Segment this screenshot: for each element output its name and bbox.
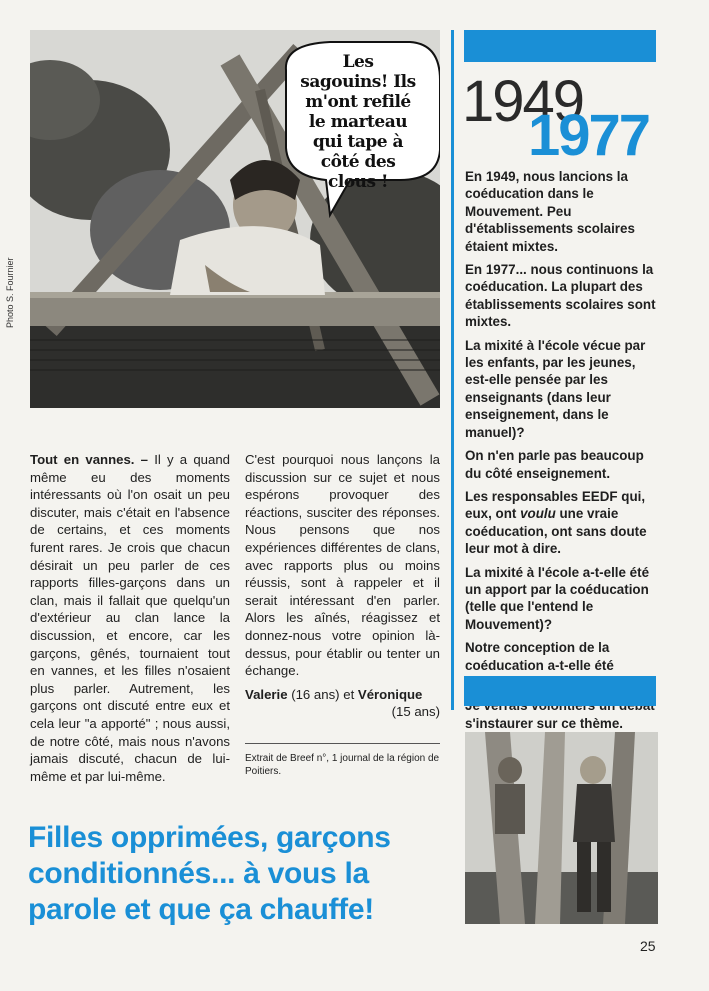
sidebar-paragraph: On n'en parle pas beaucoup du côté enseignement. [465, 448, 644, 481]
signature-name-2: Véronique [357, 686, 423, 702]
blue-banner-middle [464, 676, 656, 706]
p5-emphasis: voulu [520, 506, 556, 522]
sidebar-paragraph: En 1977... nous continuons la coéducation. La plupart des établissements scolaires sont mixtes. [465, 262, 656, 330]
sidebar-paragraph: En 1949, nous lancions la coéducation dans le Mouvement. Peu d'établissements scolaires étaient mixtes. [465, 169, 635, 254]
photo-illustration-2 [465, 732, 658, 924]
extract-divider [245, 743, 440, 744]
p5-end: une vraie coéducation, ont sans doute leur mot à dire. [465, 506, 647, 557]
sidebar-paragraph: La mixité à l'école a-t-elle été un apport par la coéducation (telle que l'entend le Mouvement)? [465, 564, 650, 632]
column1-lead: Tout en vannes. – [30, 452, 149, 467]
column2-signature [245, 686, 440, 704]
article-column-2 [245, 451, 440, 721]
column2-body: C'est pourquoi nous lançons la discussion sur ce sujet et nous espérons provoquer des réactions, susciter des réponses. Nous pensons que nos expériences différentes de clans, avec rapports plus ou moins réussis, sont à rappeler et il serait intéressant d'en parler. Alors les aînés, réagissez et donnez-nous votre opinion là-dessus, pour établir ou tenter un échange. [245, 452, 440, 679]
signature-age-1: (16 ans) et [287, 686, 358, 702]
sidebar-paragraph: Notre conception de la coéducation a-t-elle été [465, 640, 614, 673]
year-1977: 1977 [528, 103, 650, 168]
speech-bubble-text: Les sagouins! Ils m'ont refilé le marteau qui tape à côté des clous ! [300, 52, 416, 192]
sidebar-paragraph [465, 488, 657, 558]
p5-start: Les responsables EEDF qui, eux, ont [465, 488, 646, 522]
article-column-1 [30, 451, 230, 785]
signature-age-2: (15 ans) [391, 704, 440, 720]
signature-name-1: Valerie [245, 686, 288, 702]
blue-vertical-rule [451, 30, 454, 710]
photo-two-girls-trees [465, 732, 658, 924]
sidebar-paragraph: s'instaurer sur ce thème. [465, 715, 623, 731]
photo-credit: Photo S. Fournier [5, 257, 15, 328]
sidebar-text [465, 168, 657, 762]
column1-body: Il y a quand même eu des moments intéressants où l'on osait un peu discuter, mais c'était en l'absence de certains, et ces moments furent rares. Je crois que chacun désirait un peu parler de ces rapports filles-garçons dans un clan, mais il fallait que quelqu'un d'extérieur au clan lance la discussion, et encore, car les garçons, gênés, tournaient tout en vannes, et les filles n'osaient plus parler. Autrement, les garçons ont discuté entre eux et cela leur "a apporté" ; nous aussi, de notre côté, mais nous n'avons jamais discuté, chacun de lui-même et par lui-même. [30, 452, 230, 784]
year-1949: 1949 [462, 69, 584, 134]
page-number: 25 [640, 938, 656, 954]
extract-caption: Extrait de Breef n°, 1 journal de la région de Poitiers. [245, 753, 440, 777]
headline: Filles opprimées, garçons conditionnés... à vous la parole et que ça chauffe! [28, 821, 391, 926]
sidebar-paragraph: La mixité à l'école vécue par les enfants, par les jeunes, est-elle pensée par les enseignants (dans leur enseignement, dans le manuel)? [465, 337, 646, 440]
blue-banner-top [464, 30, 656, 62]
